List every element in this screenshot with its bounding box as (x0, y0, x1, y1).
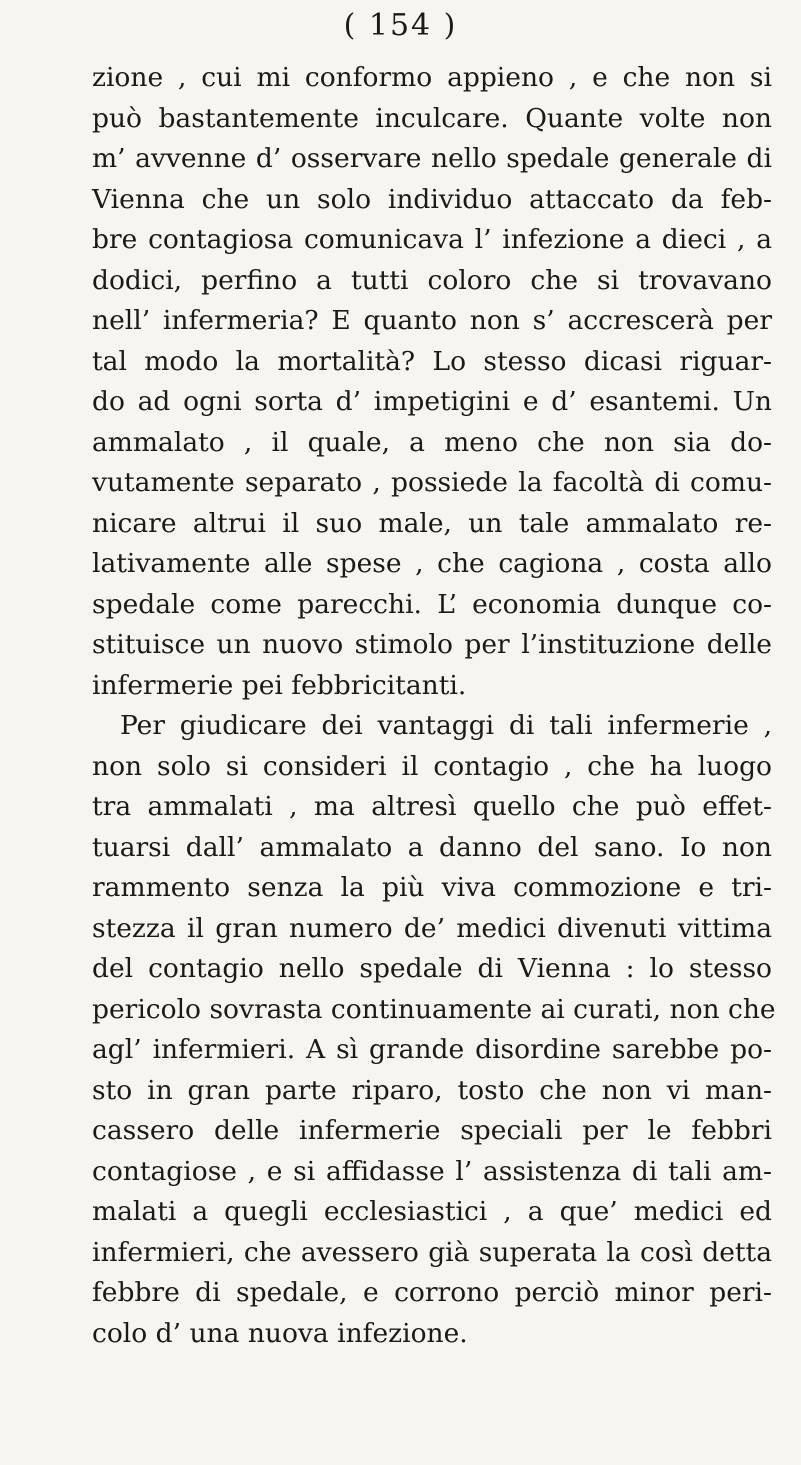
text-line: do ad ogni sorta d’ impetigini e d’ esantemi. Un (92, 386, 772, 417)
text-line: Per giudicare dei vantaggi di tali infermerie , (120, 710, 772, 741)
text-line: sto in gran parte riparo, tosto che non vi man- (92, 1074, 772, 1106)
text-line: vutamente separato , possiede la facoltà di comu- (92, 467, 772, 498)
page-number: ( 154 ) (343, 8, 458, 43)
text-line: zione , cui mi conformo appieno , e che non si (92, 62, 772, 93)
text-line: lativamente alle spese , che cagiona , costa allo (92, 548, 772, 579)
paragraph (92, 706, 776, 1354)
text-line: rammento senza la più viva commozione e tri- (92, 872, 772, 903)
text-line: stituisce un nuovo stimolo per l’instituzione delle (92, 629, 772, 660)
text-line: m’ avvenne d’ osservare nello spedale generale di (92, 143, 772, 174)
text-line: colo d’ una nuova infezione. (92, 1317, 468, 1349)
text-line: infermieri, che avessero già superata la così detta (92, 1236, 772, 1268)
text-line: pericolo sovrasta continuamente ai curati, non che (92, 993, 776, 1025)
text-line: contagiose , e si affidasse l’ assistenza di tali am- (92, 1155, 772, 1187)
text-line: può bastantemente inculcare. Quante volte non (92, 102, 772, 134)
text-line: agl’ infermieri. A sì grande disordine sarebbe po- (92, 1034, 772, 1065)
text-line: nell’ infermeria? E quanto non s’ accrescerà per (92, 305, 772, 336)
text-line: nicare altrui il suo male, un tale ammalato re- (92, 507, 772, 539)
body-text (92, 58, 776, 1354)
text-line: stezza il gran numero de’ medici divenuti vittima (92, 912, 772, 944)
text-line: malati a quegli ecclesiastici , a que’ medici ed (92, 1196, 772, 1227)
text-line: tuarsi dall’ ammalato a danno del sano. Io non (92, 831, 772, 863)
text-line: febbre di spedale, e corrono perciò minor peri- (92, 1277, 772, 1308)
text-line: del contagio nello spedale di Vienna : lo stesso (92, 953, 772, 984)
text-line: tal modo la mortalità? Lo stesso dicasi riguar- (92, 345, 772, 377)
text-line: infermerie pei febbricitanti. (92, 669, 467, 701)
text-line: tra ammalati , ma altresì quello che può effet- (92, 791, 772, 822)
text-line: non solo si consideri il contagio , che ha luogo (92, 750, 772, 782)
text-line: spedale come parecchi. L’ economia dunque co- (92, 588, 772, 620)
paragraph (92, 58, 772, 706)
text-line: bre contagiosa comunicava l’ infezione a dieci , a (92, 224, 772, 255)
text-line: dodici, perfino a tutti coloro che si trovavano (92, 264, 772, 296)
text-line: ammalato , il quale, a meno che non sia do- (92, 426, 772, 458)
text-line: Vienna che un solo individuo attaccato da feb- (92, 183, 772, 215)
text-line: cassero delle infermerie speciali per le febbri (92, 1115, 772, 1146)
